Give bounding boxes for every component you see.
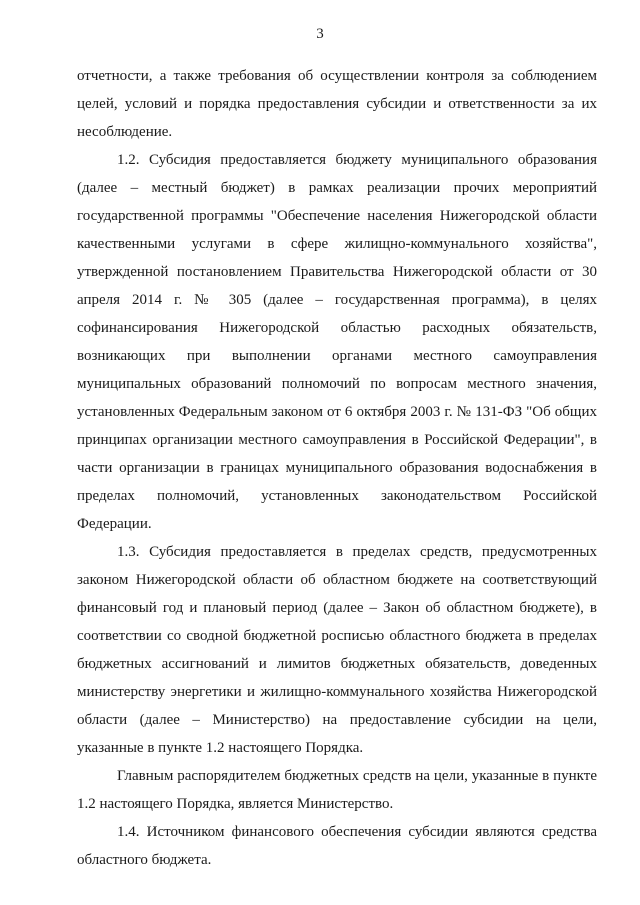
paragraph-main-administrator: Главным распорядителем бюджетных средств на цели, указанные в пункте 1.2 настоящего Порядка, является Министерство. — [77, 768, 597, 812]
paragraph-1-3: 1.3. Субсидия предоставляется в пределах средств, предусмотренных законом Нижегородской области об областном бюджете на соответствующий финансовый год и плановый период (далее – Закон об областном бюджете), в соответствии со сводной бюджетной росписью областного бюджета в пределах бюджетных ассигнований и лимитов бюджетных обязательств, доведенных министерству энергетики и жилищно-коммунального хозяйства Нижегородской области (далее – Министерство) на предоставление субсидии на цели, указанные в пункте 1.2 настоящего Порядка. — [77, 544, 597, 756]
paragraph-continuation: отчетности, а также требования об осуществлении контроля за соблюдением целей, условий и порядка предоставления субсидии и ответственности за их несоблюдение. — [77, 68, 597, 140]
paragraph-1-4: 1.4. Источником финансового обеспечения субсидии являются средства областного бюджета. — [77, 824, 597, 868]
document-body — [77, 62, 597, 874]
page-number: 3 — [316, 26, 324, 42]
paragraph-1-2: 1.2. Субсидия предоставляется бюджету муниципального образования (далее – местный бюджет) в рамках реализации прочих мероприятий государственной программы "Обеспечение населения Нижегородской области качественными услугами в сфере жилищно-коммунального хозяйства", утвержденной постановлением Правительства Нижегородской области от 30 апреля 2014 г. № 305 (далее – государственная программа), в целях софинансирования Нижегородской областью расходных обязательств, возникающих при выполнении органами местного самоуправления муниципальных образований полномочий по вопросам местного значения, установленных Федеральным законом от 6 октября 2003 г. № 131-ФЗ "Об общих принципах организации местного самоуправления в Российской Федерации", в части организации в границах муниципального образования водоснабжения в пределах полномочий, установленных законодательством Российской Федерации. — [77, 152, 597, 532]
